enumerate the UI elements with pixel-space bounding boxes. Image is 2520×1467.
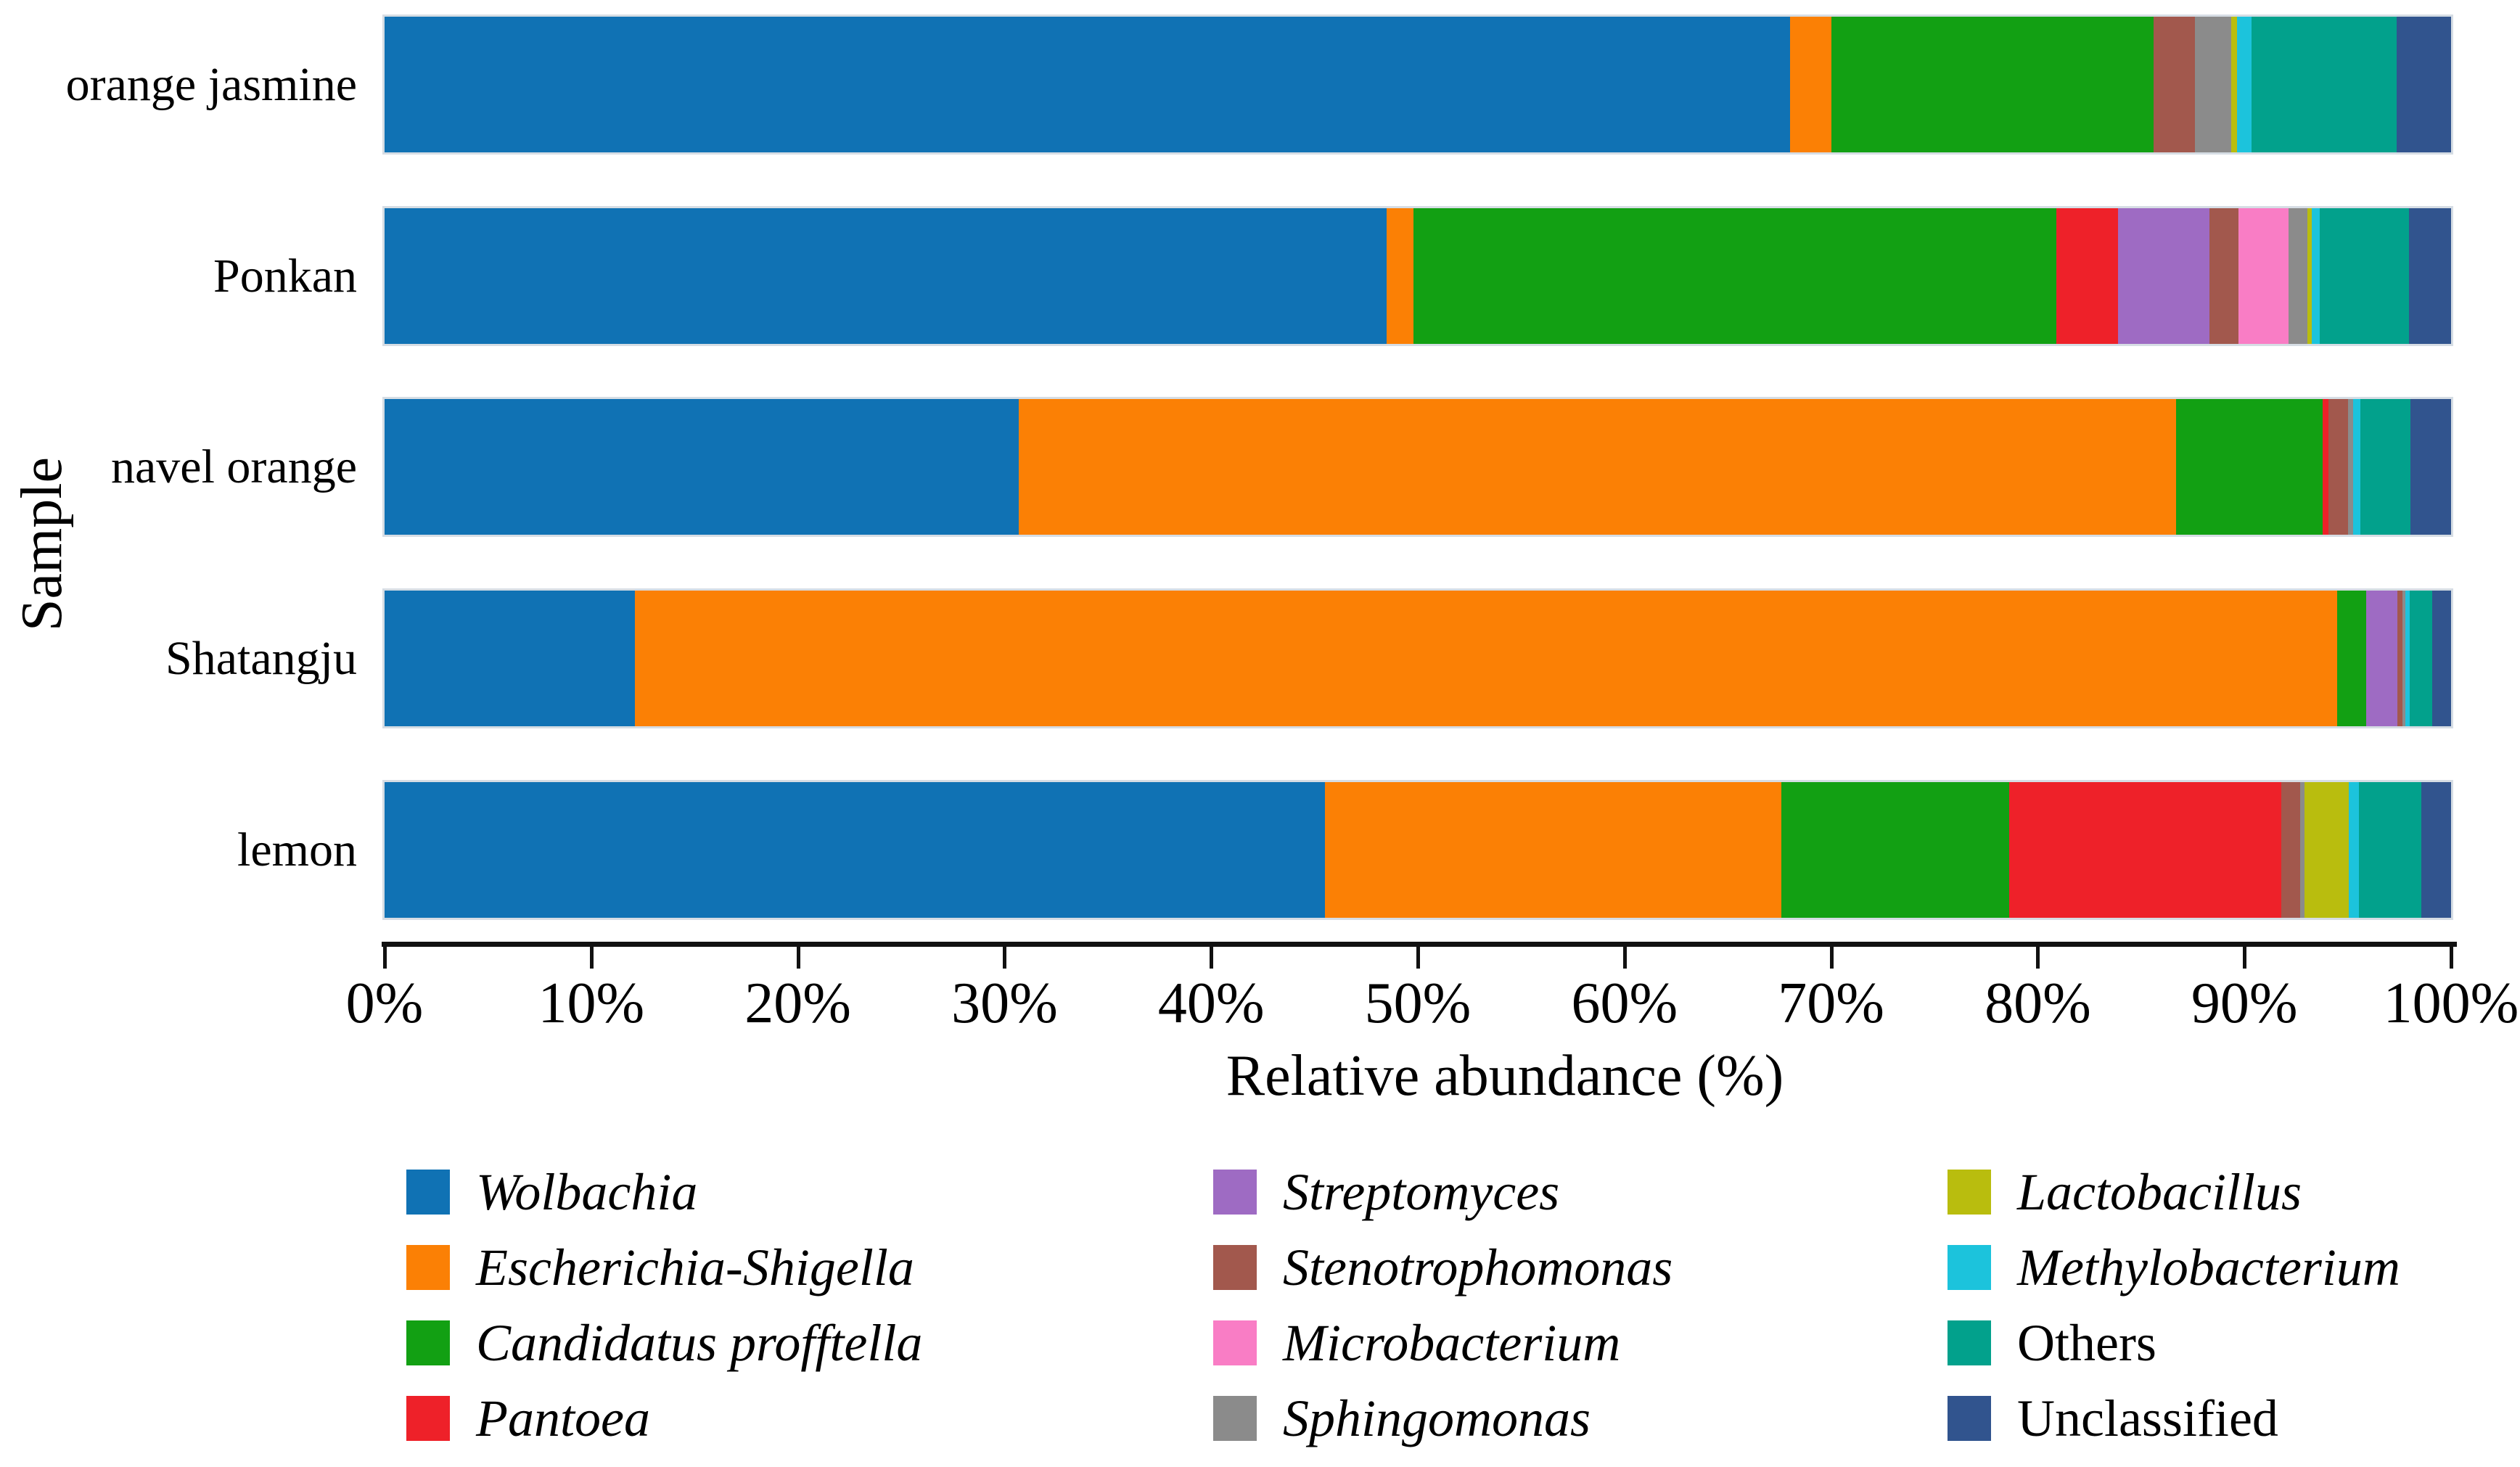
legend-swatch-Wolbachia (406, 1170, 450, 1215)
bar-segment-Pantoea (2323, 399, 2328, 535)
category-label-Shatangju: Shatangju (165, 631, 357, 685)
legend-label-Candidatus-profftella: Candidatus profftella (476, 1314, 923, 1372)
bar-segment-Candidatus-profftella (2176, 399, 2323, 535)
legend-label-Escherichia-Shigella: Escherichia-Shigella (476, 1238, 914, 1297)
x-tick-label-60%: 60% (1571, 971, 1678, 1035)
bar-segment-Candidatus-profftella (2337, 591, 2366, 726)
x-tick-label-50%: 50% (1364, 971, 1472, 1035)
legend-swatch-Others (1948, 1320, 1991, 1365)
x-tick-60% (1623, 947, 1627, 969)
legend-label-Others: Others (2017, 1314, 2156, 1372)
bar-segment-Unclassified (2432, 591, 2451, 726)
bar-segment-Microbacterium (2238, 208, 2289, 344)
bar-segment-Others (2252, 17, 2396, 152)
y-axis-title: Sample (10, 457, 74, 631)
legend-label-Pantoea: Pantoea (476, 1389, 650, 1447)
bar-segment-Pantoea (2056, 208, 2118, 344)
legend-swatch-Escherichia-Shigella (406, 1245, 450, 1290)
bar-segment-Lactobacillus (2231, 17, 2238, 152)
legend-label-Methylobacterium: Methylobacterium (2017, 1238, 2400, 1297)
bar-segment-Escherichia-Shigella (1387, 208, 1413, 344)
bar-segment-Methylobacterium (2349, 782, 2359, 918)
bar-segment-Unclassified (2397, 17, 2451, 152)
bar-segment-Stenotrophomonas (2281, 782, 2300, 918)
x-tick-label-0%: 0% (345, 971, 424, 1035)
category-label-navel-orange: navel orange (111, 440, 357, 493)
bar-segment-Others (2320, 208, 2408, 344)
bar-segment-Candidatus-profftella (1413, 208, 2056, 344)
legend-label-Unclassified: Unclassified (2017, 1389, 2278, 1447)
bar-Ponkan (385, 208, 2451, 344)
bar-segment-Streptomyces (2366, 591, 2397, 726)
x-tick-50% (1416, 947, 1420, 969)
legend-label-Wolbachia: Wolbachia (476, 1163, 698, 1221)
bar-segment-Others (2359, 782, 2421, 918)
x-tick-80% (2036, 947, 2040, 969)
x-tick-label-20%: 20% (744, 971, 851, 1035)
x-tick-20% (797, 947, 800, 969)
legend-swatch-Unclassified (1948, 1396, 1991, 1441)
x-tick-label-30%: 30% (951, 971, 1058, 1035)
bar-segment-Stenotrophomonas (2209, 208, 2238, 344)
x-tick-label-70%: 70% (1778, 971, 1884, 1035)
bar-segment-Methylobacterium (2237, 17, 2252, 152)
bar-segment-Wolbachia (385, 782, 1325, 918)
legend-label-Sphingomonas: Sphingomonas (1283, 1389, 1591, 1447)
bar-segment-Wolbachia (385, 591, 635, 726)
legend-label-Streptomyces: Streptomyces (1283, 1163, 1560, 1221)
bar-segment-Stenotrophomonas (2328, 399, 2348, 535)
bar-segment-Escherichia-Shigella (1790, 17, 1831, 152)
x-tick-100% (2450, 947, 2453, 969)
bar-segment-Escherichia-Shigella (1325, 782, 1781, 918)
x-tick-label-100%: 100% (2383, 971, 2519, 1035)
bar-segment-Others (2410, 591, 2432, 726)
bar-segment-Escherichia-Shigella (635, 591, 2338, 726)
bar-segment-Stenotrophomonas (2154, 17, 2195, 152)
category-label-orange-jasmine: orange jasmine (65, 57, 357, 111)
bar-segment-Pantoea (2009, 782, 2282, 918)
x-axis-title: Relative abundance (%) (1226, 1044, 1784, 1108)
bar-segment-Candidatus-profftella (1831, 17, 2154, 152)
bar-segment-Sphingomonas (2289, 208, 2307, 344)
legend-swatch-Streptomyces (1213, 1170, 1257, 1215)
x-tick-10% (590, 947, 594, 969)
bar-orange-jasmine (385, 17, 2451, 152)
x-tick-label-90%: 90% (2191, 971, 2298, 1035)
x-tick-label-10%: 10% (538, 971, 645, 1035)
bar-segment-Others (2360, 399, 2411, 535)
legend-label-Stenotrophomonas: Stenotrophomonas (1283, 1238, 1673, 1297)
legend-label-Microbacterium: Microbacterium (1283, 1314, 1621, 1372)
bar-navel-orange (385, 399, 2451, 535)
legend-swatch-Candidatus-profftella (406, 1320, 450, 1365)
bar-segment-Unclassified (2410, 399, 2451, 535)
bar-segment-Streptomyces (2118, 208, 2209, 344)
x-tick-0% (383, 947, 387, 969)
bar-segment-Wolbachia (385, 17, 1790, 152)
bar-segment-Unclassified (2409, 208, 2451, 344)
legend-swatch-Lactobacillus (1948, 1170, 1991, 1215)
x-tick-label-80%: 80% (1985, 971, 2091, 1035)
category-label-Ponkan: Ponkan (213, 249, 357, 303)
bar-Shatangju (385, 591, 2451, 726)
bar-segment-Escherichia-Shigella (1019, 399, 2176, 535)
legend-swatch-Microbacterium (1213, 1320, 1257, 1365)
bar-segment-Wolbachia (385, 399, 1019, 535)
bar-segment-Sphingomonas (2348, 399, 2353, 535)
legend-swatch-Methylobacterium (1948, 1245, 1991, 1290)
bar-segment-Lactobacillus (2304, 782, 2349, 918)
x-tick-30% (1003, 947, 1006, 969)
category-label-lemon: lemon (237, 823, 357, 876)
bar-segment-Sphingomonas (2195, 17, 2231, 152)
x-tick-70% (1830, 947, 1834, 969)
legend-swatch-Stenotrophomonas (1213, 1245, 1257, 1290)
legend-swatch-Pantoea (406, 1396, 450, 1441)
x-tick-90% (2243, 947, 2246, 969)
x-tick-label-40%: 40% (1157, 971, 1265, 1035)
bar-segment-Methylobacterium (2312, 208, 2320, 344)
bar-segment-Candidatus-profftella (1781, 782, 2008, 918)
bar-segment-Stenotrophomonas (2397, 591, 2402, 726)
bar-segment-Unclassified (2421, 782, 2451, 918)
bar-segment-Wolbachia (385, 208, 1387, 344)
legend-label-Lactobacillus: Lactobacillus (2017, 1163, 2302, 1221)
legend-swatch-Sphingomonas (1213, 1396, 1257, 1441)
bar-segment-Methylobacterium (2353, 399, 2360, 535)
x-tick-40% (1210, 947, 1213, 969)
x-axis-line (382, 942, 2457, 947)
bar-lemon (385, 782, 2451, 918)
